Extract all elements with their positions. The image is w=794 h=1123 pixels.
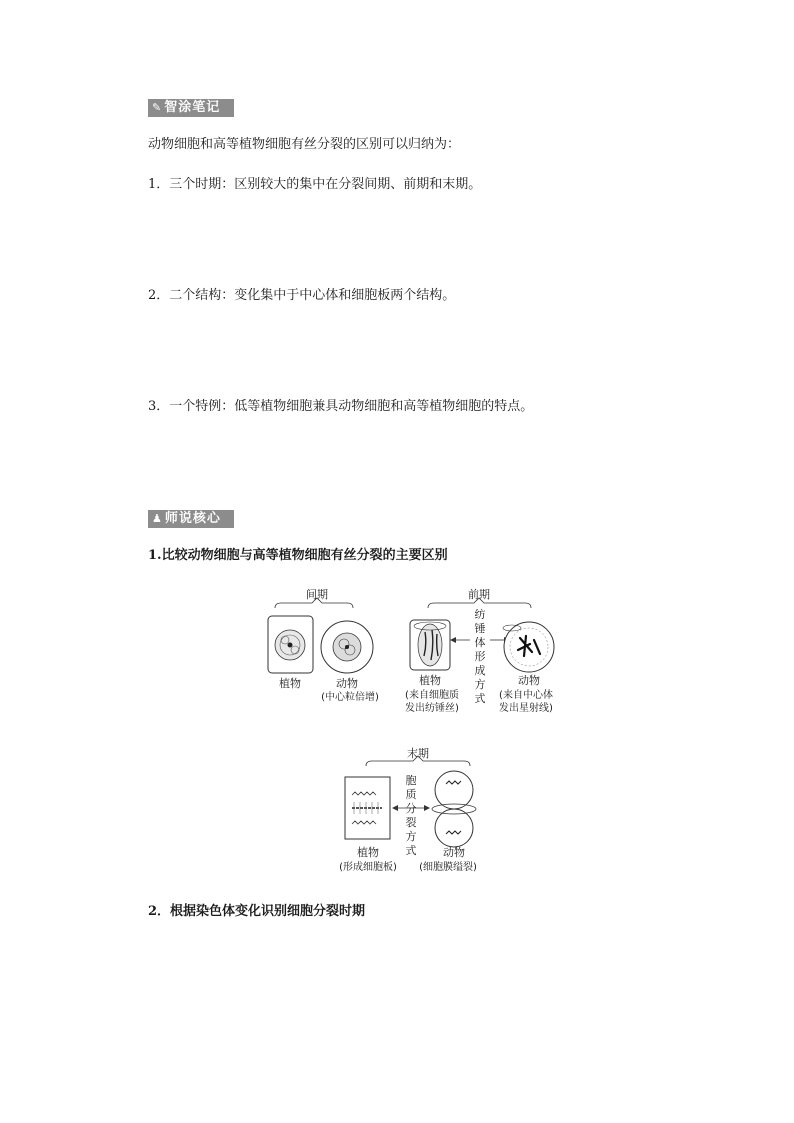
- telophase-animal-cell: [432, 771, 476, 847]
- prophase-animal-note-2: 发出星射线): [499, 703, 553, 714]
- telophase-group: [339, 746, 477, 873]
- prophase-plant-label: 植物: [419, 674, 441, 687]
- prophase-plant-note-1: (来自细胞质: [405, 690, 459, 701]
- telophase-animal-note: (细胞膜缢裂): [419, 862, 477, 873]
- svg-text:分: 分: [405, 802, 417, 815]
- interphase-plant-label: 植物: [279, 677, 301, 690]
- teacher-icon: ♟: [152, 512, 163, 525]
- interphase-animal-note: (中心粒倍增): [321, 692, 379, 703]
- interphase-title: 间期: [306, 588, 328, 601]
- notes-item-3: 3．一个特例：低等植物细胞兼具动物细胞和高等植物细胞的特点。: [148, 399, 534, 414]
- interphase-group: [268, 587, 379, 703]
- svg-text:方: 方: [474, 678, 486, 691]
- svg-text:裂: 裂: [405, 816, 417, 829]
- core-heading-1: 1.比较动物细胞与高等植物细胞有丝分裂的主要区别: [148, 548, 448, 563]
- svg-text:式: 式: [405, 844, 417, 857]
- notes-item-2: 2．二个结构：变化集中于中心体和细胞板两个结构。: [148, 288, 456, 303]
- interphase-plant-cell: [268, 616, 313, 673]
- svg-text:形: 形: [474, 650, 486, 663]
- svg-text:胞: 胞: [405, 774, 417, 787]
- svg-text:体: 体: [474, 636, 486, 649]
- svg-text:式: 式: [474, 692, 486, 705]
- svg-text:成: 成: [474, 664, 486, 677]
- svg-text:质: 质: [405, 788, 417, 801]
- notes-banner: ✎ 智涂笔记: [148, 99, 234, 117]
- spindle-caption: [475, 608, 486, 705]
- svg-text:锤: 锤: [474, 622, 486, 635]
- svg-text:方: 方: [405, 830, 417, 843]
- interphase-animal-label: 动物: [336, 677, 358, 690]
- pencil-icon: ✎: [152, 101, 163, 114]
- interphase-animal-cell: [321, 621, 373, 673]
- notes-item-1: 1．三个时期：区别较大的集中在分裂间期、前期和末期。: [148, 177, 482, 192]
- prophase-group: [405, 587, 554, 714]
- svg-text:纺: 纺: [474, 608, 486, 621]
- cytokinesis-caption: [406, 774, 417, 857]
- prophase-animal-label: 动物: [518, 674, 540, 687]
- prophase-title: 前期: [468, 588, 490, 601]
- prophase-plant-note-2: 发出纺锤丝): [405, 703, 459, 714]
- telophase-plant-label: 植物: [357, 846, 379, 859]
- telophase-title: 末期: [407, 747, 429, 760]
- prophase-plant-cell: [410, 620, 450, 670]
- prophase-animal-cell: [503, 622, 554, 672]
- telophase-plant-note: (形成细胞板): [339, 862, 397, 873]
- prophase-animal-note-1: (来自中心体: [499, 690, 553, 701]
- telophase-animal-label: 动物: [443, 846, 465, 859]
- core-banner: ♟ 师说核心: [148, 510, 234, 528]
- telophase-plant-cell: [345, 777, 390, 839]
- core-heading-2: 2．根据染色体变化识别细胞分裂时期: [148, 904, 366, 919]
- notes-intro: 动物细胞和高等植物细胞有丝分裂的区别可以归纳为：: [148, 137, 461, 152]
